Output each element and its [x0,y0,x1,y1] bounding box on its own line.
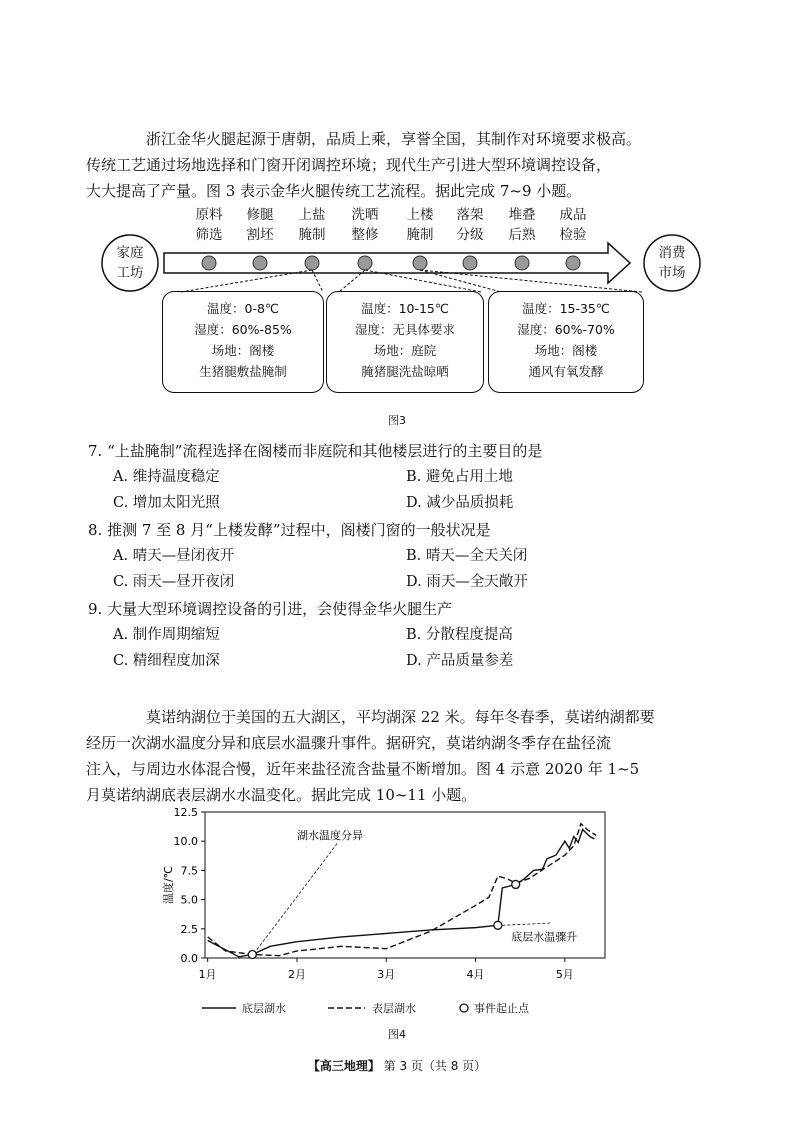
annotation-label: 底层水温骤升 [511,930,578,944]
start-line-2: 工坊 [116,265,144,281]
end-node-label [652,243,692,283]
step-line: 分级 [456,227,484,243]
box-line: 湿度：60%-70% [517,322,615,337]
step-line: 原料 [195,207,223,223]
option-d[interactable]: D. 减少品质损耗 [406,495,514,511]
legend-bottom-water: 底层湖水 [242,1002,286,1015]
footer-subject: 【高三地理】 [307,1059,380,1073]
step-label [339,205,391,245]
options [88,622,728,674]
box-line: 湿度：无具体要求 [354,322,455,337]
figure-3-process-flow [96,205,716,405]
step-line: 成品 [559,207,587,223]
figure-3-caption: 图3 [388,414,406,427]
intro-1-line-3: 大大提高了产量。图 3 表示金华火腿传统工艺流程。据此完成 7~9 小题。 [86,182,582,200]
option-d[interactable]: D. 雨天—全天敞开 [406,574,528,590]
intro-paragraph-2 [86,704,726,808]
step-line: 后熟 [508,227,536,243]
box-line: 场地：庭院 [373,343,437,358]
intro-1-line-1: 浙江金华火腿起源于唐朝，品质上乘，享誉全国，其制作对环境要求极高。 [146,130,642,148]
question-7 [88,438,728,516]
intro-paragraph-1 [86,126,726,204]
step-line: 检验 [559,227,587,243]
legend-surface-water: 表层湖水 [372,1002,416,1015]
step-line: 洗晒 [351,207,379,223]
step-label [547,205,599,245]
question-8 [88,517,728,595]
intro-2-line-3: 注入，与周边水体混合慢，近年来盐径流含盐量不断增加。图 4 示意 2020 年 1~5 [86,760,640,778]
event-marker [494,921,502,929]
box-line: 温度：10-15℃ [361,301,449,316]
step-line: 腌制 [298,227,326,243]
box-line: 温度：0-8℃ [207,301,279,316]
end-line-2: 市场 [658,265,686,281]
question-stem: 9. 大量大型环境调控设备的引进，会使得金华火腿生产 [88,600,453,618]
y-tick-label: 2.5 [180,922,198,936]
step-label [183,205,235,245]
option-c[interactable]: C. 增加太阳光照 [113,495,220,511]
chart-legend [200,1000,600,1016]
step-line: 筛选 [195,227,223,243]
step-label [394,205,446,245]
option-d[interactable]: D. 产品质量参差 [406,653,514,669]
y-tick-label: 12.5 [173,806,198,819]
figure-4-chart [150,800,620,1030]
process-steps [96,205,716,249]
option-c[interactable]: C. 雨天—昼开夜闭 [113,574,235,590]
step-line: 割坯 [246,227,274,243]
box-line: 腌猪腿洗盐晾晒 [361,364,449,379]
intro-2-line-4: 月莫诺纳湖底表层湖水水温变化。据此完成 10~11 小题。 [86,786,477,804]
option-b[interactable]: B. 避免占用土地 [406,469,513,485]
question-stem: 8. 推测 7 至 8 月“上楼发酵”过程中，阁楼门窗的一般状况是 [88,521,491,539]
step-label [286,205,338,245]
x-tick-label: 3月 [377,968,396,981]
y-axis-label: 温度/℃ [162,865,175,905]
box-line: 场地：阁楼 [534,343,598,358]
options [88,464,728,516]
footer-page-number: 第 3 页（共 8 页） [383,1059,487,1073]
box-line: 通风有氧发酵 [528,364,604,379]
y-tick-label: 0.0 [180,952,198,965]
step-line: 修腿 [246,207,274,223]
event-marker [512,880,520,888]
annotation-leader [502,923,551,925]
info-box-fermenting [488,291,644,393]
option-b[interactable]: B. 分散程度提高 [406,627,513,643]
start-node-label [110,243,150,283]
y-tick-label: 7.5 [180,864,198,878]
annotation-label: 湖水温度分异 [296,828,363,842]
flow-arrow [164,243,630,283]
step-line: 整修 [351,227,379,243]
step-label [444,205,496,245]
x-tick-label: 5月 [555,968,574,981]
step-line: 堆叠 [508,207,536,223]
x-tick-label: 4月 [466,968,485,981]
y-tick-label: 10.0 [173,835,198,849]
legend-event-circle [460,1004,468,1012]
question-9 [88,596,728,674]
end-line-1: 消费 [658,245,686,261]
info-box-washing [326,291,484,393]
temperature-chart-svg [150,800,620,990]
step-label [496,205,548,245]
step-label [234,205,286,245]
box-line: 场地：阁楼 [211,343,275,358]
x-tick-label: 2月 [287,968,306,981]
page-footer [0,1057,794,1074]
step-line: 落架 [456,207,484,223]
box-line: 生猪腿敷盐腌制 [199,364,287,379]
start-line-1: 家庭 [116,245,144,261]
step-line: 上盐 [298,207,326,223]
x-tick-label: 1月 [198,968,217,981]
option-a[interactable]: A. 晴天—昼闭夜开 [113,548,235,564]
info-box-salting [162,291,324,393]
option-a[interactable]: A. 维持温度稳定 [113,469,220,485]
intro-2-line-1: 莫诺纳湖位于美国的五大湖区，平均湖深 22 米。每年冬春季，莫诺纳湖都要 [146,708,655,726]
intro-2-line-2: 经历一次湖水温度分异和底层水温骤升事件。据研究，莫诺纳湖冬季存在盐径流 [86,734,612,752]
option-c[interactable]: C. 精细程度加深 [113,653,220,669]
annotation-leader [257,844,337,950]
legend-event-point: 事件起止点 [474,1002,529,1015]
box-line: 温度：15-35℃ [522,301,610,316]
question-stem: 7. “上盐腌制”流程选择在阁楼而非庭院和其他楼层进行的主要目的是 [88,442,543,460]
intro-1-line-2: 传统工艺通过场地选择和门窗开闭调控环境；现代生产引进大型环境调控设备， [86,156,612,174]
step-line: 腌制 [406,227,434,243]
event-marker [248,950,256,958]
figure-4-caption: 图4 [388,1028,406,1041]
box-line: 湿度：60%-85% [194,322,292,337]
option-a[interactable]: A. 制作周期缩短 [113,627,220,643]
step-line: 上楼 [406,207,434,223]
option-b[interactable]: B. 晴天—全天关闭 [406,548,528,564]
y-tick-label: 5.0 [180,893,198,907]
options [88,543,728,595]
